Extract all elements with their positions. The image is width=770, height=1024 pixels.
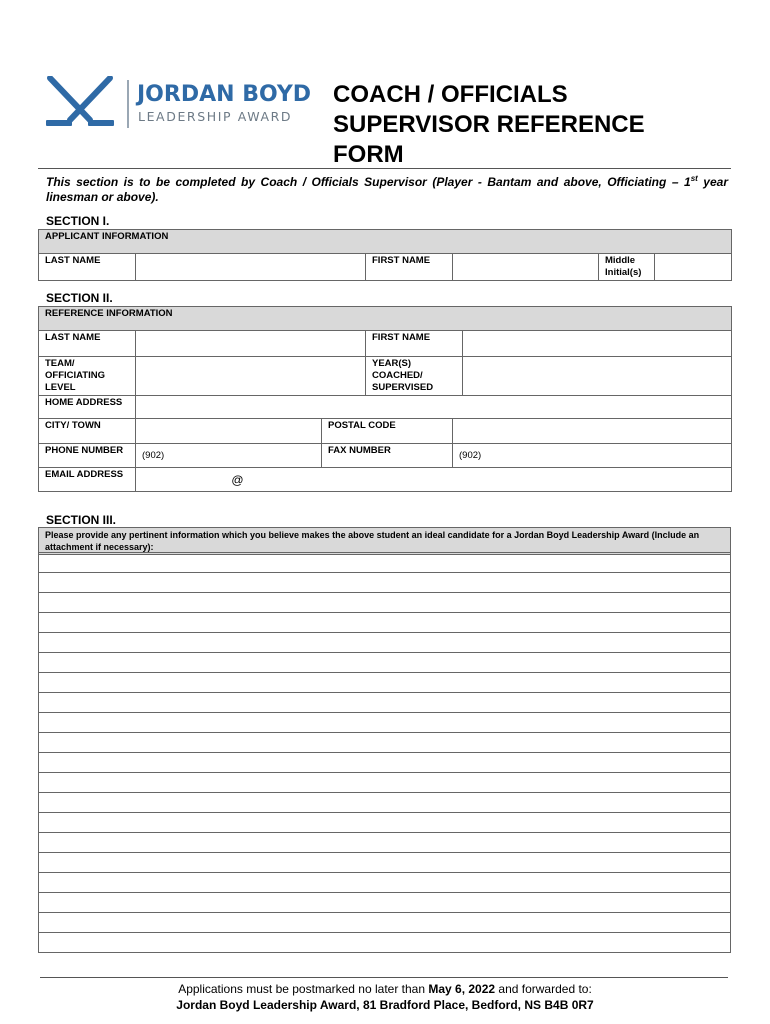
applicant-header: APPLICANT INFORMATION <box>39 230 732 254</box>
reference-home-address-label: HOME ADDRESS <box>39 396 136 419</box>
title-rule <box>38 168 731 169</box>
applicant-last-name-label: LAST NAME <box>39 254 136 281</box>
comment-line[interactable] <box>39 932 730 952</box>
comment-line[interactable] <box>39 632 730 652</box>
footer-address: Jordan Boyd Leadership Award, 81 Bradford Place, Bedford, NS B4B 0R7 <box>176 998 594 1012</box>
section-1-label: SECTION I. <box>46 214 110 228</box>
reference-email-label: EMAIL ADDRESS <box>39 468 136 492</box>
reference-phone-field[interactable] <box>136 444 322 468</box>
reference-years-field[interactable] <box>463 357 732 396</box>
intro-text-2: year linesman or above). <box>46 175 729 204</box>
footer-deadline-date: May 6, 2022 <box>428 982 496 996</box>
intro-instructions <box>46 171 728 205</box>
reference-last-name-field[interactable] <box>136 331 366 357</box>
reference-fax-label: FAX NUMBER <box>322 444 453 468</box>
reference-fax-field[interactable] <box>453 444 732 468</box>
comment-line[interactable] <box>39 772 730 792</box>
footer-prefix: Applications must be postmarked no later than <box>178 982 429 996</box>
comment-line[interactable] <box>39 572 730 592</box>
reference-team-label: TEAM/ OFFICIATING LEVEL <box>39 357 136 396</box>
footer-deadline <box>0 982 770 996</box>
reference-first-name-label: FIRST NAME <box>366 331 463 357</box>
comment-line[interactable] <box>39 752 730 772</box>
email-at-sign: @ <box>231 472 244 487</box>
comment-line[interactable] <box>39 692 730 712</box>
reference-city-label: CITY/ TOWN <box>39 419 136 444</box>
logo-tagline: LEADERSHIP AWARD <box>138 109 293 124</box>
reference-home-address-field[interactable] <box>136 396 732 419</box>
logo <box>44 74 329 134</box>
comment-line[interactable] <box>39 712 730 732</box>
crossed-hockey-sticks-icon <box>44 76 116 130</box>
form-title-line-1: COACH / OFFICIALS <box>333 81 568 108</box>
reference-phone-label: PHONE NUMBER <box>39 444 136 468</box>
comment-line[interactable] <box>39 652 730 672</box>
comment-line[interactable] <box>39 872 730 892</box>
comment-line[interactable] <box>39 732 730 752</box>
form-title <box>333 80 733 170</box>
reference-years-label: YEAR(S) COACHED/ SUPERVISED <box>366 357 463 396</box>
reference-postal-field[interactable] <box>453 419 732 444</box>
logo-name: JORDAN BOYD <box>137 82 312 107</box>
reference-table <box>38 306 732 492</box>
comment-line[interactable] <box>39 552 730 572</box>
applicant-middle-field[interactable] <box>655 254 732 281</box>
phone-area-code: (902) <box>142 449 165 461</box>
comment-line[interactable] <box>39 612 730 632</box>
reference-postal-label: POSTAL CODE <box>322 419 453 444</box>
applicant-table <box>38 229 732 281</box>
reference-header: REFERENCE INFORMATION <box>39 307 732 331</box>
reference-city-field[interactable] <box>136 419 322 444</box>
form-title-line-3: FORM <box>333 141 404 168</box>
comment-line[interactable] <box>39 912 730 932</box>
applicant-middle-label: Middle Initial(s) <box>599 254 655 281</box>
fax-area-code: (902) <box>459 449 482 461</box>
section-3-prompt: Please provide any pertinent information which you believe makes the above student an ideal candidate for a Jordan Boyd Leadership Award (Include an attachment if necessary): <box>39 528 731 555</box>
form-title-line-2: SUPERVISOR REFERENCE <box>333 111 645 138</box>
comment-line[interactable] <box>39 592 730 612</box>
section-3-header-table <box>38 527 731 555</box>
applicant-first-name-field[interactable] <box>453 254 599 281</box>
intro-sup: st <box>690 174 698 183</box>
applicant-last-name-field[interactable] <box>136 254 366 281</box>
comment-line[interactable] <box>39 812 730 832</box>
footer-rule <box>40 977 728 978</box>
comment-line[interactable] <box>39 892 730 912</box>
comments-area[interactable] <box>38 552 731 953</box>
reference-team-field[interactable] <box>136 357 366 396</box>
logo-divider <box>127 80 129 128</box>
comment-line[interactable] <box>39 852 730 872</box>
section-3-label: SECTION III. <box>46 513 117 527</box>
reference-first-name-field[interactable] <box>463 331 732 357</box>
section-2-label: SECTION II. <box>46 291 113 305</box>
comment-line[interactable] <box>39 832 730 852</box>
intro-text-1: This section is to be completed by Coach / Officials Supervisor (Player - Bantam and above, Officiating – 1 <box>46 175 691 189</box>
footer-suffix: and forwarded to: <box>495 982 592 996</box>
applicant-first-name-label: FIRST NAME <box>366 254 453 281</box>
comment-line[interactable] <box>39 792 730 812</box>
comment-line[interactable] <box>39 672 730 692</box>
reference-email-field[interactable] <box>136 468 732 492</box>
reference-last-name-label: LAST NAME <box>39 331 136 357</box>
